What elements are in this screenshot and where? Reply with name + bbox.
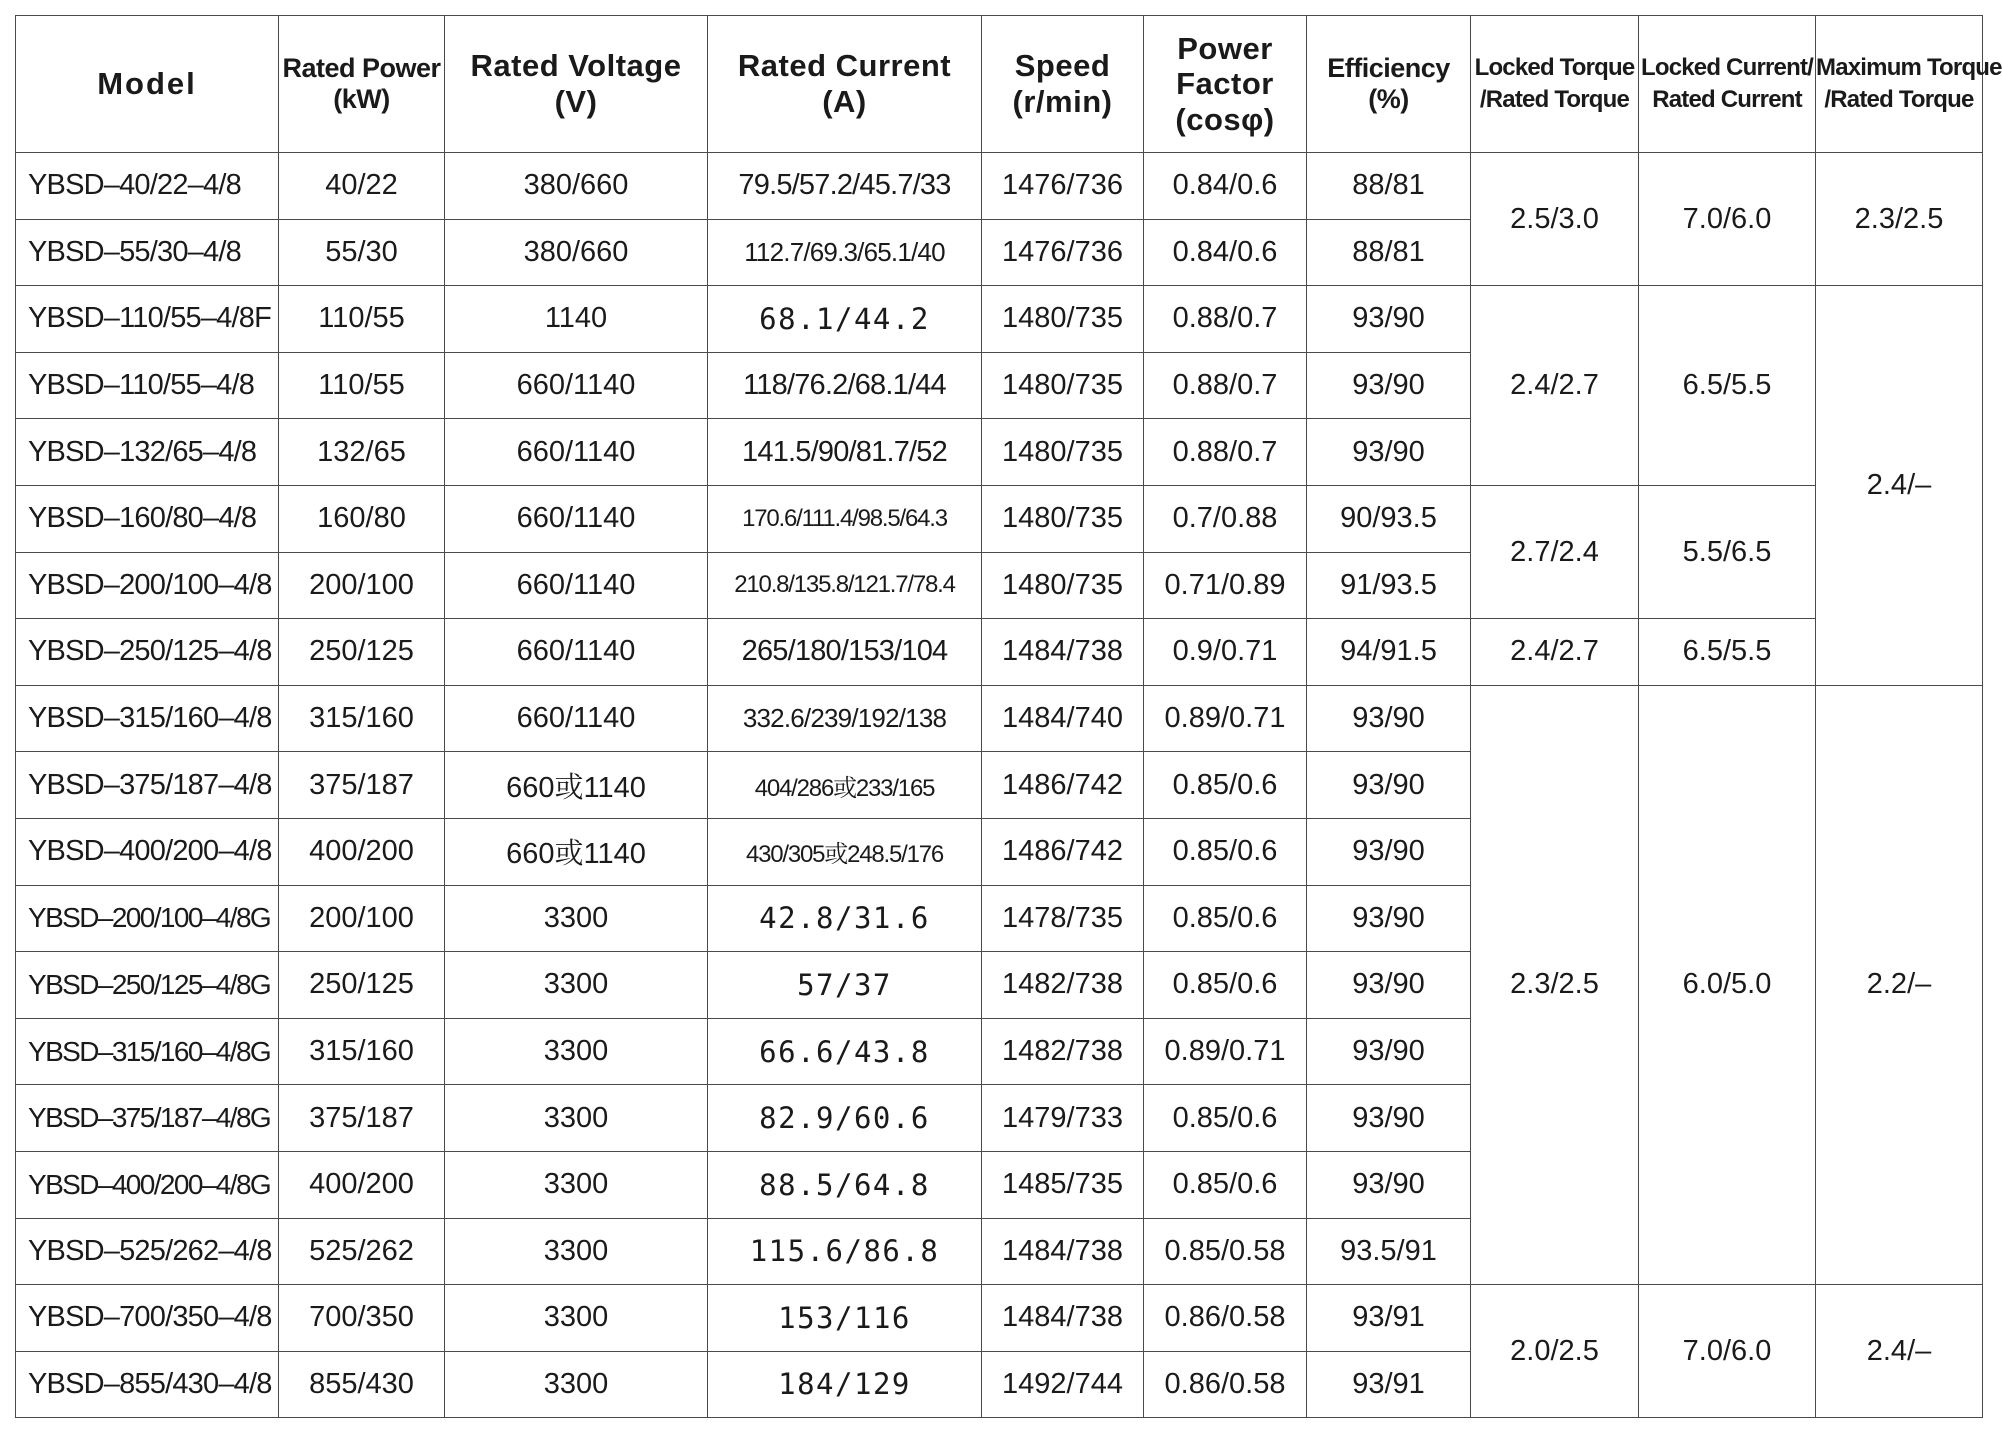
cell-efficiency: 93.5/91 — [1307, 1218, 1471, 1285]
cell-model: YBSD–110/55–4/8 — [16, 352, 279, 419]
cell-rated-voltage: 660/1140 — [445, 619, 708, 686]
cell-rated-current: 184/129 — [708, 1351, 982, 1418]
cell-speed: 1484/738 — [982, 619, 1144, 686]
cell-speed: 1485/735 — [982, 1151, 1144, 1218]
cell-rated-power: 110/55 — [279, 352, 445, 419]
cell-speed: 1484/738 — [982, 1218, 1144, 1285]
cell-model: YBSD–132/65–4/8 — [16, 419, 279, 486]
cell-rated-current: 404/286或233/165 — [708, 752, 982, 819]
cell-model: YBSD–700/350–4/8 — [16, 1285, 279, 1352]
header-power-factor: Power Factor (cosφ) — [1144, 16, 1307, 153]
cell-rated-voltage: 660或1140 — [445, 818, 708, 885]
cell-power-factor: 0.89/0.71 — [1144, 685, 1307, 752]
cell-locked-current: 6.5/5.5 — [1639, 286, 1816, 486]
cell-locked-torque: 2.3/2.5 — [1471, 685, 1639, 1284]
cell-rated-power: 315/160 — [279, 685, 445, 752]
cell-power-factor: 0.86/0.58 — [1144, 1351, 1307, 1418]
cell-rated-voltage: 380/660 — [445, 219, 708, 286]
cell-speed: 1482/738 — [982, 1018, 1144, 1085]
cell-efficiency: 93/90 — [1307, 1151, 1471, 1218]
cell-locked-torque: 2.0/2.5 — [1471, 1285, 1639, 1418]
cell-power-factor: 0.7/0.88 — [1144, 485, 1307, 552]
cell-rated-power: 375/187 — [279, 752, 445, 819]
cell-rated-current: 66.6/43.8 — [708, 1018, 982, 1085]
cell-rated-voltage: 3300 — [445, 1151, 708, 1218]
cell-power-factor: 0.88/0.7 — [1144, 286, 1307, 353]
cell-speed: 1480/735 — [982, 485, 1144, 552]
cell-max-torque: 2.2/– — [1816, 685, 1983, 1284]
cell-rated-current: 265/180/153/104 — [708, 619, 982, 686]
cell-power-factor: 0.85/0.6 — [1144, 1151, 1307, 1218]
cell-locked-current: 7.0/6.0 — [1639, 153, 1816, 286]
cell-model: YBSD–200/100–4/8 — [16, 552, 279, 619]
cell-rated-voltage: 660/1140 — [445, 419, 708, 486]
cell-rated-power: 375/187 — [279, 1085, 445, 1152]
cell-rated-current: 332.6/239/192/138 — [708, 685, 982, 752]
cell-efficiency: 93/90 — [1307, 885, 1471, 952]
cell-power-factor: 0.85/0.6 — [1144, 952, 1307, 1019]
cell-rated-current: 68.1/44.2 — [708, 286, 982, 353]
cell-locked-torque: 2.4/2.7 — [1471, 286, 1639, 486]
cell-model: YBSD–250/125–4/8G — [16, 952, 279, 1019]
cell-locked-torque: 2.4/2.7 — [1471, 619, 1639, 686]
cell-power-factor: 0.9/0.71 — [1144, 619, 1307, 686]
cell-power-factor: 0.85/0.6 — [1144, 1085, 1307, 1152]
cell-efficiency: 90/93.5 — [1307, 485, 1471, 552]
cell-rated-power: 400/200 — [279, 818, 445, 885]
cell-power-factor: 0.85/0.6 — [1144, 752, 1307, 819]
cell-rated-voltage: 660/1140 — [445, 552, 708, 619]
cell-model: YBSD–315/160–4/8G — [16, 1018, 279, 1085]
cell-efficiency: 93/90 — [1307, 286, 1471, 353]
cell-rated-power: 250/125 — [279, 952, 445, 1019]
cell-speed: 1480/735 — [982, 352, 1144, 419]
cell-locked-torque: 2.5/3.0 — [1471, 153, 1639, 286]
cell-speed: 1476/736 — [982, 219, 1144, 286]
cell-rated-power: 200/100 — [279, 885, 445, 952]
cell-model: YBSD–375/187–4/8 — [16, 752, 279, 819]
header-rated-voltage: Rated Voltage (V) — [445, 16, 708, 153]
cell-rated-current: 82.9/60.6 — [708, 1085, 982, 1152]
table-row — [16, 485, 1983, 552]
cell-rated-power: 700/350 — [279, 1285, 445, 1352]
cell-max-torque: 2.4/– — [1816, 1285, 1983, 1418]
cell-rated-current: 153/116 — [708, 1285, 982, 1352]
cell-rated-current: 57/37 — [708, 952, 982, 1019]
cell-model: YBSD–160/80–4/8 — [16, 485, 279, 552]
cell-rated-current: 115.6/86.8 — [708, 1218, 982, 1285]
cell-rated-current: 88.5/64.8 — [708, 1151, 982, 1218]
cell-rated-voltage: 3300 — [445, 1285, 708, 1352]
cell-rated-current: 118/76.2/68.1/44 — [708, 352, 982, 419]
header-rated-power: Rated Power (kW) — [279, 16, 445, 153]
cell-efficiency: 93/90 — [1307, 952, 1471, 1019]
cell-power-factor: 0.84/0.6 — [1144, 219, 1307, 286]
table-row — [16, 1285, 1983, 1352]
cell-speed: 1484/740 — [982, 685, 1144, 752]
cell-efficiency: 93/90 — [1307, 352, 1471, 419]
cell-rated-voltage: 3300 — [445, 1218, 708, 1285]
cell-max-torque: 2.3/2.5 — [1816, 153, 1983, 286]
cell-locked-current: 6.0/5.0 — [1639, 685, 1816, 1284]
cell-rated-voltage: 3300 — [445, 885, 708, 952]
cell-speed: 1476/736 — [982, 153, 1144, 220]
cell-speed: 1480/735 — [982, 552, 1144, 619]
header-rated-current: Rated Current (A) — [708, 16, 982, 153]
header-row — [16, 16, 1983, 153]
cell-rated-power: 400/200 — [279, 1151, 445, 1218]
cell-rated-current: 112.7/69.3/65.1/40 — [708, 219, 982, 286]
header-locked-torque: Locked Torque /Rated Torque — [1471, 16, 1639, 153]
cell-efficiency: 93/90 — [1307, 419, 1471, 486]
header-model: Model — [16, 16, 279, 153]
cell-efficiency: 91/93.5 — [1307, 552, 1471, 619]
cell-power-factor: 0.85/0.58 — [1144, 1218, 1307, 1285]
cell-rated-voltage: 1140 — [445, 286, 708, 353]
cell-speed: 1484/738 — [982, 1285, 1144, 1352]
cell-rated-power: 525/262 — [279, 1218, 445, 1285]
cell-rated-power: 55/30 — [279, 219, 445, 286]
cell-rated-current: 430/305或248.5/176 — [708, 818, 982, 885]
cell-power-factor: 0.88/0.7 — [1144, 352, 1307, 419]
header-speed: Speed (r/min) — [982, 16, 1144, 153]
cell-model: YBSD–250/125–4/8 — [16, 619, 279, 686]
cell-efficiency: 93/91 — [1307, 1285, 1471, 1352]
cell-locked-current: 7.0/6.0 — [1639, 1285, 1816, 1418]
cell-rated-current: 210.8/135.8/121.7/78.4 — [708, 552, 982, 619]
cell-model: YBSD–40/22–4/8 — [16, 153, 279, 220]
cell-locked-current: 5.5/6.5 — [1639, 485, 1816, 618]
cell-efficiency: 93/90 — [1307, 1018, 1471, 1085]
header-locked-current: Locked Current/ Rated Current — [1639, 16, 1816, 153]
cell-power-factor: 0.85/0.6 — [1144, 885, 1307, 952]
cell-rated-power: 200/100 — [279, 552, 445, 619]
cell-max-torque: 2.4/– — [1816, 286, 1983, 686]
cell-model: YBSD–400/200–4/8G — [16, 1151, 279, 1218]
cell-speed: 1486/742 — [982, 818, 1144, 885]
cell-power-factor: 0.84/0.6 — [1144, 153, 1307, 220]
table-row — [16, 286, 1983, 353]
cell-rated-power: 160/80 — [279, 485, 445, 552]
cell-efficiency: 93/90 — [1307, 1085, 1471, 1152]
header-efficiency: Efficiency (%) — [1307, 16, 1471, 153]
cell-rated-voltage: 660/1140 — [445, 485, 708, 552]
cell-rated-power: 250/125 — [279, 619, 445, 686]
cell-speed: 1478/735 — [982, 885, 1144, 952]
cell-efficiency: 93/90 — [1307, 685, 1471, 752]
cell-rated-power: 315/160 — [279, 1018, 445, 1085]
cell-power-factor: 0.85/0.6 — [1144, 818, 1307, 885]
cell-rated-power: 40/22 — [279, 153, 445, 220]
cell-power-factor: 0.89/0.71 — [1144, 1018, 1307, 1085]
cell-rated-voltage: 660或1140 — [445, 752, 708, 819]
cell-model: YBSD–855/430–4/8 — [16, 1351, 279, 1418]
header-max-torque: Maximum Torque /Rated Torque — [1816, 16, 1983, 153]
cell-model: YBSD–315/160–4/8 — [16, 685, 279, 752]
cell-model: YBSD–200/100–4/8G — [16, 885, 279, 952]
cell-locked-torque: 2.7/2.4 — [1471, 485, 1639, 618]
motor-spec-table — [15, 15, 2002, 1418]
cell-power-factor: 0.88/0.7 — [1144, 419, 1307, 486]
cell-power-factor: 0.86/0.58 — [1144, 1285, 1307, 1352]
cell-model: YBSD–400/200–4/8 — [16, 818, 279, 885]
cell-rated-current: 79.5/57.2/45.7/33 — [708, 153, 982, 220]
table-row — [16, 153, 1983, 220]
cell-speed: 1479/733 — [982, 1085, 1144, 1152]
cell-rated-current: 170.6/111.4/98.5/64.3 — [708, 485, 982, 552]
cell-rated-current: 42.8/31.6 — [708, 885, 982, 952]
cell-model: YBSD–525/262–4/8 — [16, 1218, 279, 1285]
cell-rated-voltage: 3300 — [445, 952, 708, 1019]
cell-efficiency: 88/81 — [1307, 219, 1471, 286]
cell-efficiency: 94/91.5 — [1307, 619, 1471, 686]
cell-rated-voltage: 3300 — [445, 1018, 708, 1085]
cell-efficiency: 93/90 — [1307, 752, 1471, 819]
cell-model: YBSD–55/30–4/8 — [16, 219, 279, 286]
cell-locked-current: 6.5/5.5 — [1639, 619, 1816, 686]
cell-rated-voltage: 3300 — [445, 1351, 708, 1418]
cell-speed: 1482/738 — [982, 952, 1144, 1019]
cell-rated-voltage: 660/1140 — [445, 685, 708, 752]
cell-efficiency: 93/90 — [1307, 818, 1471, 885]
cell-rated-power: 855/430 — [279, 1351, 445, 1418]
cell-speed: 1480/735 — [982, 286, 1144, 353]
table-row — [16, 685, 1983, 752]
cell-speed: 1480/735 — [982, 419, 1144, 486]
cell-speed: 1492/744 — [982, 1351, 1144, 1418]
cell-efficiency: 93/91 — [1307, 1351, 1471, 1418]
cell-rated-power: 110/55 — [279, 286, 445, 353]
cell-efficiency: 88/81 — [1307, 153, 1471, 220]
table-row — [16, 619, 1983, 686]
cell-model: YBSD–375/187–4/8G — [16, 1085, 279, 1152]
cell-power-factor: 0.71/0.89 — [1144, 552, 1307, 619]
cell-rated-voltage: 380/660 — [445, 153, 708, 220]
cell-model: YBSD–110/55–4/8F — [16, 286, 279, 353]
cell-rated-voltage: 3300 — [445, 1085, 708, 1152]
cell-speed: 1486/742 — [982, 752, 1144, 819]
cell-rated-voltage: 660/1140 — [445, 352, 708, 419]
cell-rated-power: 132/65 — [279, 419, 445, 486]
cell-rated-current: 141.5/90/81.7/52 — [708, 419, 982, 486]
